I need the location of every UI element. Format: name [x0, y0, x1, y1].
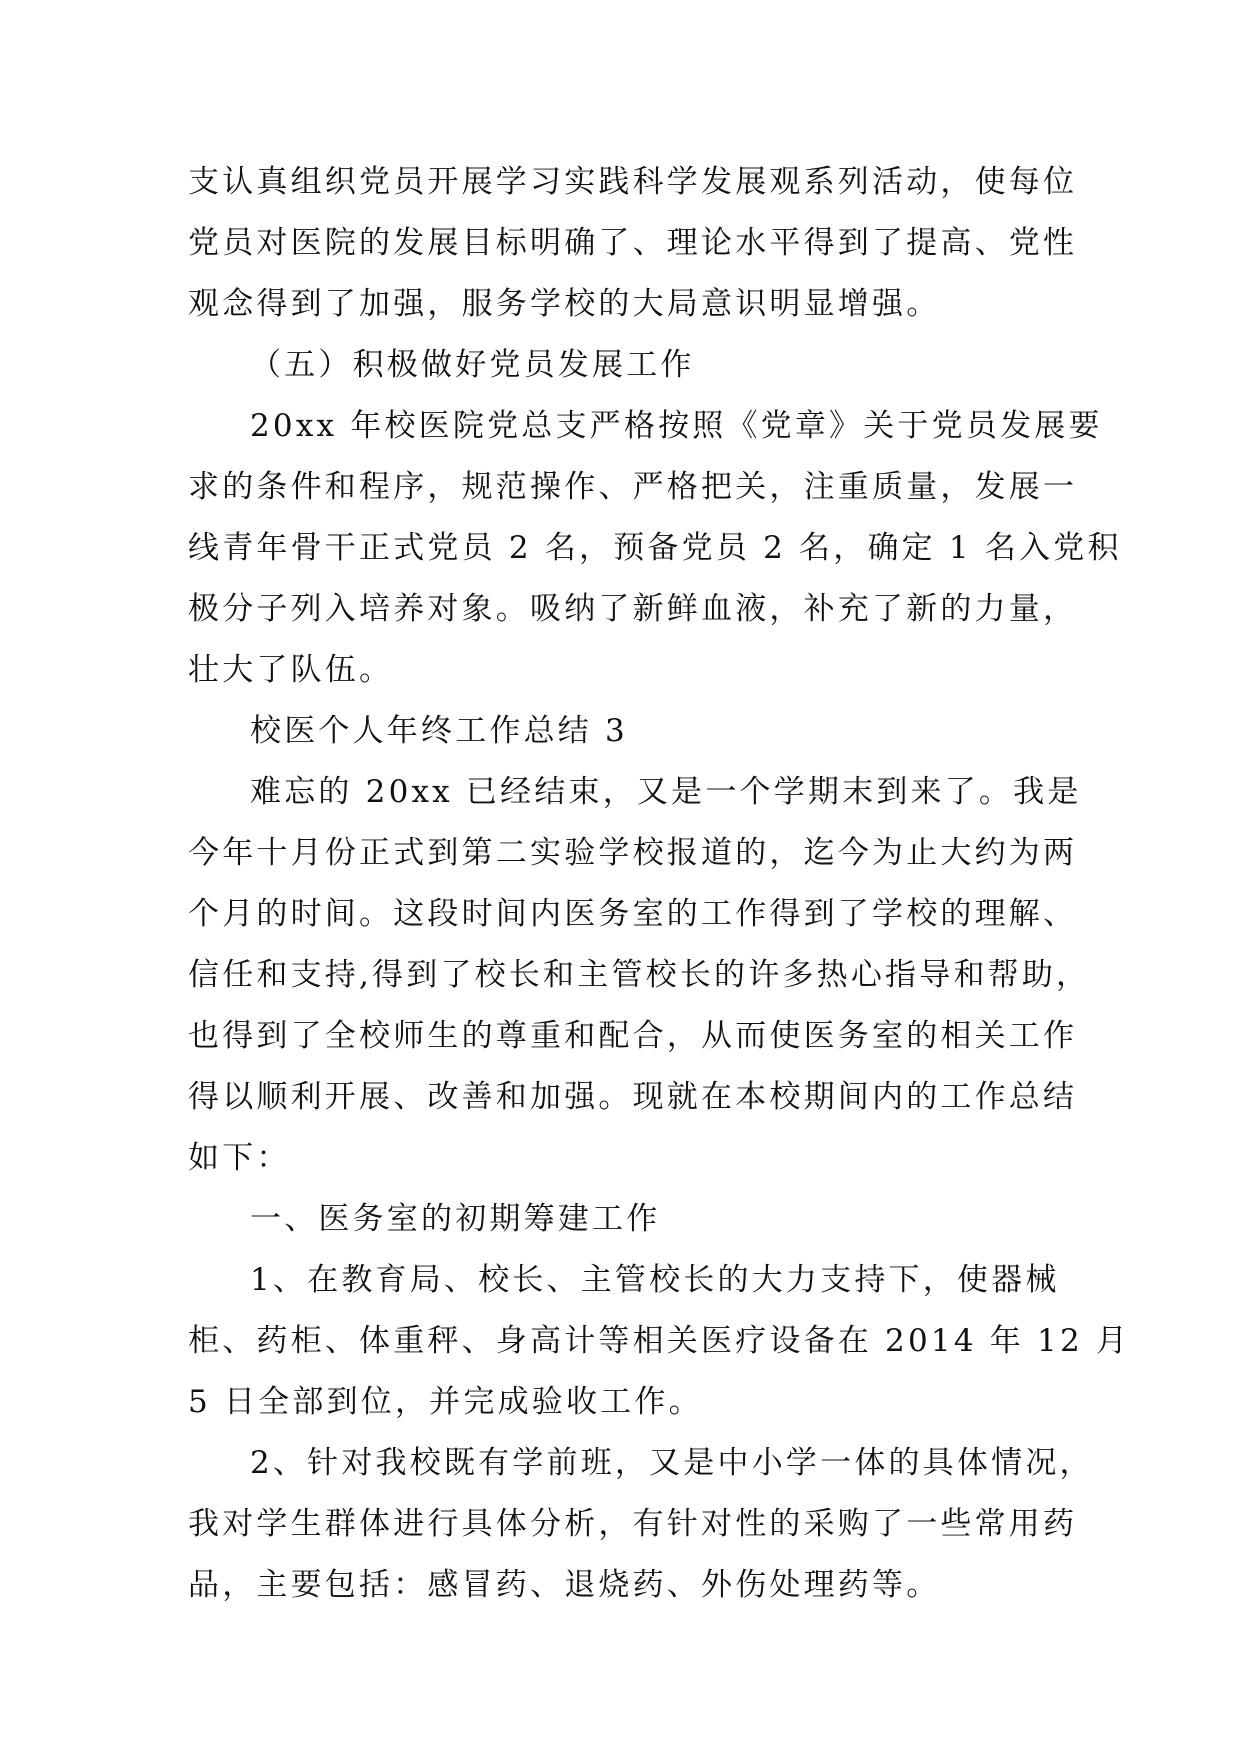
section-heading: （五）积极做好党员发展工作	[250, 347, 695, 383]
document-body	[188, 152, 1131, 1616]
text-line: 5 日全部到位，并完成验收工作。	[188, 1384, 703, 1420]
text-line: 得以顺利开展、改善和加强。现就在本校期间内的工作总结	[188, 1079, 1078, 1115]
text-line: 1、在教育局、校长、主管校长的大力支持下，使器械	[250, 1262, 1060, 1298]
text-line: 观念得到了加强，服务学校的大局意识明显增强。	[188, 286, 941, 322]
text-line: 极分子列入培养对象。吸纳了新鲜血液，补充了新的力量，	[188, 591, 1078, 627]
text-line: 难忘的 20xx 已经结束，又是一个学期末到来了。我是	[250, 774, 1082, 810]
text-line: 支认真组织党员开展学习实践科学发展观系列活动，使每位	[188, 164, 1078, 200]
text-line: 线青年骨干正式党员 2 名，预备党员 2 名，确定 1 名入党积	[188, 530, 1122, 566]
text-line: 求的条件和程序，规范操作、严格把关，注重质量，发展一	[188, 469, 1078, 505]
text-line: 柜、药柜、体重秤、身高计等相关医疗设备在 2014 年 12 月	[188, 1323, 1131, 1359]
text-line: 品，主要包括：感冒药、退烧药、外伤处理药等。	[188, 1567, 941, 1603]
text-line: 也得到了全校师生的尊重和配合，从而使医务室的相关工作	[188, 1018, 1078, 1054]
text-line: 壮大了队伍。	[188, 652, 394, 688]
text-line: 信任和支持,得到了校长和主管校长的许多热心指导和帮助，	[188, 957, 1091, 993]
section-title: 校医个人年终工作总结 3	[250, 713, 628, 749]
text-line: 我对学生群体进行具体分析，有针对性的采购了一些常用药	[188, 1506, 1078, 1542]
text-line: 2、针对我校既有学前班，又是中小学一体的具体情况，	[250, 1445, 1094, 1481]
text-line: 党员对医院的发展目标明确了、理论水平得到了提高、党性	[188, 225, 1078, 261]
text-line: 如下：	[188, 1140, 291, 1176]
section-heading: 一、医务室的初期筹建工作	[250, 1201, 661, 1237]
text-line: 今年十月份正式到第二实验学校报道的，迄今为止大约为两	[188, 835, 1078, 871]
text-line: 个月的时间。这段时间内医务室的工作得到了学校的理解、	[188, 896, 1078, 932]
text-line: 20xx 年校医院党总支严格按照《党章》关于党员发展要	[250, 408, 1103, 444]
